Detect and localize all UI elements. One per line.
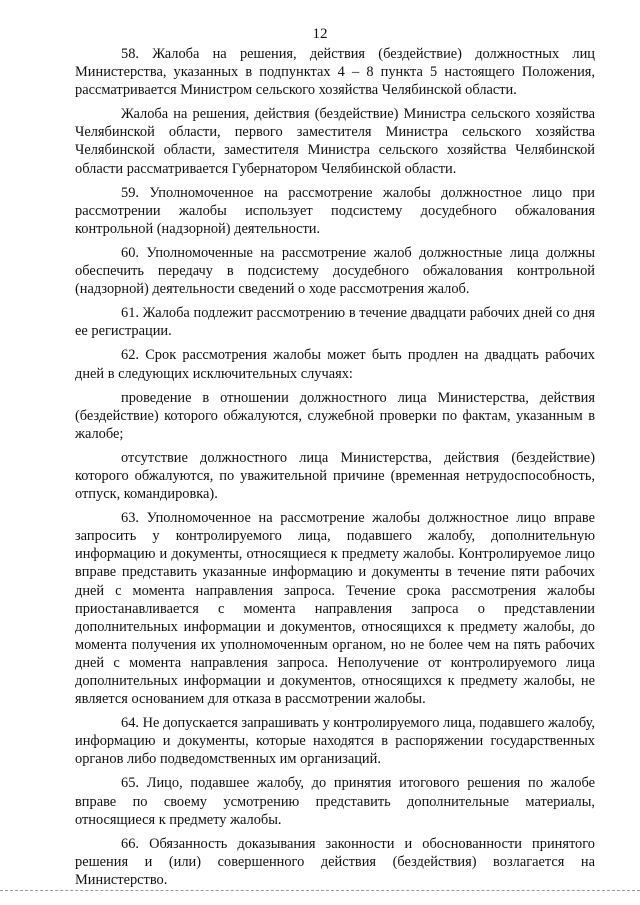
paragraph-65: 65. Лицо, подавшее жалобу, до принятия итогового решения по жалобе вправе по своему усмотрению представить дополнительные материалы, относящиеся к предмету жалобы. — [75, 775, 595, 828]
paragraph-61: 61. Жалоба подлежит рассмотрению в течение двадцати рабочих дней со дня ее регистрации. — [75, 305, 595, 340]
paragraph-63: 63. Уполномоченное на рассмотрение жалобы должностное лицо вправе запросить у контролируемого лица, подавшего жалобу, дополнительную информацию и документы, относящиеся к предмету жалобы. Контролируемое лицо вправе представить указанные информацию и документы в течение пяти рабочих дней с момента направления запроса. Течение срока рассмотрения жалобы приостанавливается с момента направления запроса о представлении дополнительных информации и документов, относящихся к предмету жалобы, до момента получения их уполномоченным органом, но не более чем на пять рабочих дней с момента направления запроса. Неполучение от контролируемого лица дополнительных информации и документов, относящихся к предмету жалобы, не является основанием для отказа в рассмотрении жалобы. — [75, 510, 595, 708]
paragraph-62: 62. Срок рассмотрения жалобы может быть продлен на двадцать рабочих дней в следующих исключительных случаях: — [75, 347, 595, 382]
page-bottom-divider — [0, 890, 640, 891]
document-body — [75, 45, 595, 895]
paragraph-66: 66. Обязанность доказывания законности и обоснованности принятого решения и (или) совершенного действия (бездействия) возлагается на Министерство. — [75, 835, 595, 888]
paragraph-64: 64. Не допускается запрашивать у контролируемого лица, подавшего жалобу, информацию и документы, которые находятся в распоряжении государственных органов либо подведомственных им организаций. — [75, 715, 595, 768]
page-number: 12 — [312, 26, 328, 42]
paragraph-58: 58. Жалоба на решения, действия (бездействие) должностных лиц Министерства, указанных в подпунктах 4 – 8 пункта 5 настоящего Положения, рассматривается Министром сельского хозяйства Челябинской области. — [75, 46, 595, 99]
paragraph-58-governor: Жалоба на решения, действия (бездействие) Министра сельского хозяйства Челябинской области, первого заместителя Министра сельского хозяйства Челябинской области, заместителя Министра сельского хозяйства Челябинской области рассматривается Губернатором Челябинской области. — [75, 106, 595, 177]
paragraph-59: 59. Уполномоченное на рассмотрение жалобы должностное лицо при рассмотрении жалобы использует подсистему досудебного обжалования контрольной (надзорной) деятельности. — [75, 184, 595, 237]
paragraph-60: 60. Уполномоченные на рассмотрение жалоб должностные лица должны обеспечить передачу в подсистему досудебного обжалования контрольной (надзорной) деятельности сведений о ходе рассмотрения жалоб. — [75, 244, 595, 298]
paragraph-62-case-absence: отсутствие должностного лица Министерства, действия (бездействие) которого обжалуются, по уважительной причине (временная нетрудоспособность, отпуск, командировка). — [75, 449, 595, 503]
paragraph-62-case-inspection: проведение в отношении должностного лица Министерства, действия (бездействие) которого обжалуются, служебной проверки по фактам, указанным в жалобе; — [75, 389, 595, 442]
